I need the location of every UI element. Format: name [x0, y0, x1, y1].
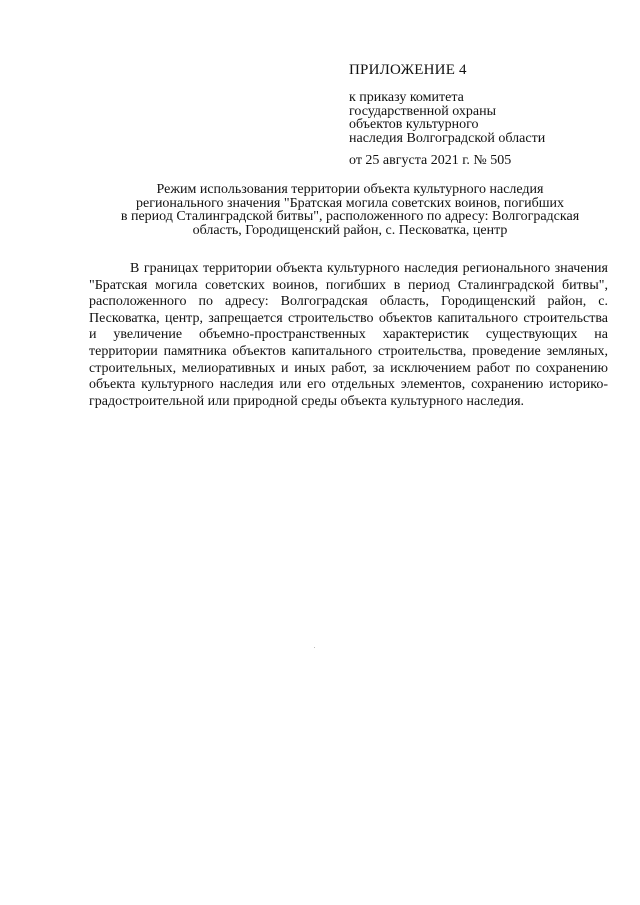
regime-title-line: в период Сталинградской битвы", расположенного по адресу: Волгоградская: [120, 209, 580, 224]
appendix-ref-line: наследия Волгоградской области: [349, 130, 546, 146]
body-paragraph: В границах территории объекта культурного наследия регионального значения "Братская могила советских воинов, погибших в период Сталинградской битвы", расположенного по адресу: Волгоградская область, Городищенский район, с. Песковатка, центр, запрещается строительство объектов капитального строительства и увеличение объемно-пространственных характеристик существующих на территории памятника объектов капитального строительства, проведение земляных, строительных, мелиоративных и иных работ, за исключением работ по сохранению объекта культурного наследия или его отдельных элементов, сохранению историко-градостроительной или природной среды объекта культурного наследия.: [89, 261, 608, 409]
appendix-ref-line: к приказу комитета: [349, 90, 464, 105]
regime-title-line: область, Городищенский район, с. Песковатка, центр: [192, 222, 508, 238]
scan-speck: [314, 647, 315, 648]
appendix-reference: [349, 91, 545, 145]
regime-title: [80, 183, 620, 237]
appendix-ref-line: объектов культурного: [349, 117, 479, 132]
regime-title-line: Режим использования территории объекта культурного наследия: [156, 182, 544, 197]
appendix-title: ПРИЛОЖЕНИЕ 4: [349, 62, 467, 78]
regime-title-line: регионального значения "Братская могила советских воинов, погибших: [135, 195, 565, 211]
order-date-number: от 25 августа 2021 г. № 505: [349, 153, 512, 168]
appendix-ref-line: государственной охраны: [349, 103, 497, 119]
